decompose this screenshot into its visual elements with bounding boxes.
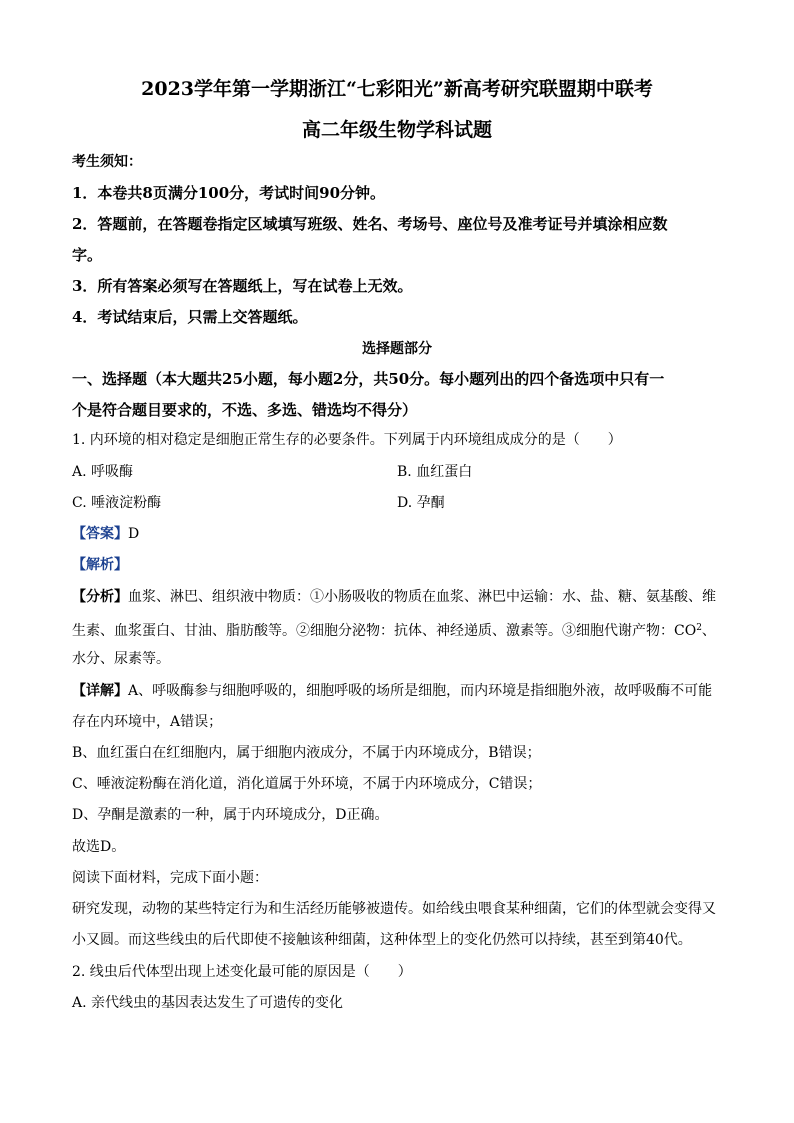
q1-fenxi-line3: 水分、尿素等。 <box>72 651 170 667</box>
q1-xiangjie-line: C、唾液淀粉酶在消化道，消化道属于外环境，不属于内环境成分，C错误； <box>72 776 542 792</box>
answer-value: D <box>128 526 140 542</box>
section-title: 选择题部分 <box>362 341 432 357</box>
instruction-item: 2．答题前，在答题卷指定区域填写班级、姓名、考场号、座位号及准考证号并填涂相应数 <box>72 215 668 233</box>
q1-fenxi-line2 <box>72 618 716 641</box>
instruction-item: 4．考试结束后，只需上交答题纸。 <box>72 308 308 326</box>
fenxi-tag: 【分析】 <box>72 589 128 605</box>
xiangjie-text: A、呼吸酶参与细胞呼吸的，细胞呼吸的场所是细胞，而内环境是指细胞外液，故呼吸酶不可能 <box>128 683 713 699</box>
material-text: 研究发现，动物的某些特定行为和生活经历能够被遗传。如给线虫喂食某种细菌，它们的体型就会变得又 <box>72 901 716 917</box>
q1-answer <box>72 524 139 544</box>
fenxi-text: 、 <box>701 623 716 639</box>
instructions-heading: 考生须知： <box>72 154 142 170</box>
q2-option-a: A. 亲代线虫的基因表达发生了可遗传的变化 <box>72 995 344 1011</box>
question-2-stem: 2. 线虫后代体型出现上述变化最可能的原因是（ ） <box>72 964 412 980</box>
q1-conclusion: 故选D。 <box>72 839 126 855</box>
analysis-tag: 【解析】 <box>72 557 128 573</box>
q1-xiangjie-line: 存在内环境中，A错误； <box>72 714 223 730</box>
q1-option-b: B. 血红蛋白 <box>397 464 473 480</box>
xiangjie-tag: 【详解】 <box>72 683 128 699</box>
q1-option-d: D. 孕酮 <box>397 495 445 511</box>
q1-option-a: A. 呼吸酶 <box>72 464 134 480</box>
exam-subtitle: 高二年级生物学科试题 <box>301 119 492 141</box>
instruction-item: 3．所有答案必须写在答题纸上，写在试卷上无效。 <box>72 277 413 295</box>
q1-xiangjie <box>72 681 712 701</box>
instruction-item: 字。 <box>72 246 103 264</box>
fenxi-text: 生素、血浆蛋白、甘油、脂肪酸等。②细胞分泌物：抗体、神经递质、激素等。③细胞代谢产物：CO <box>72 623 697 639</box>
q1-analysis-tag <box>72 555 128 575</box>
section-intro: 个是符合题目要求的，不选、多选、错选均不得分） <box>72 401 418 419</box>
q1-option-c: C. 唾液淀粉酶 <box>72 495 162 511</box>
material-heading: 阅读下面材料，完成下面小题： <box>72 870 268 886</box>
subscript: 2 <box>696 623 702 633</box>
answer-tag: 【答案】 <box>72 526 128 542</box>
exam-title: 2023学年第一学期浙江“七彩阳光”新高考研究联盟期中联考 <box>141 78 653 100</box>
q1-xiangjie-line: D、孕酮是激素的一种，属于内环境成分，D正确。 <box>72 807 389 823</box>
fenxi-text: 血浆、淋巴、组织液中物质：①小肠吸收的物质在血浆、淋巴中运输：水、盐、糖、氨基酸、维 <box>128 589 716 605</box>
instruction-item: 1．本卷共8页满分100分，考试时间90分钟。 <box>72 184 386 202</box>
question-1-stem: 1. 内环境的相对稳定是细胞正常生存的必要条件。下列属于内环境组成成分的是（ ） <box>72 432 622 448</box>
q1-fenxi <box>72 587 716 607</box>
section-intro: 一、选择题（本大题共25小题，每小题2分，共50分。每小题列出的四个备选项中只有一 <box>72 370 665 388</box>
q1-xiangjie-line: B、血红蛋白在红细胞内，属于细胞内液成分，不属于内环境成分，B错误； <box>72 745 541 761</box>
material-text: 小又圆。而这些线虫的后代即使不接触该种细菌，这种体型上的变化仍然可以持续，甚至到第40代。 <box>72 932 692 948</box>
